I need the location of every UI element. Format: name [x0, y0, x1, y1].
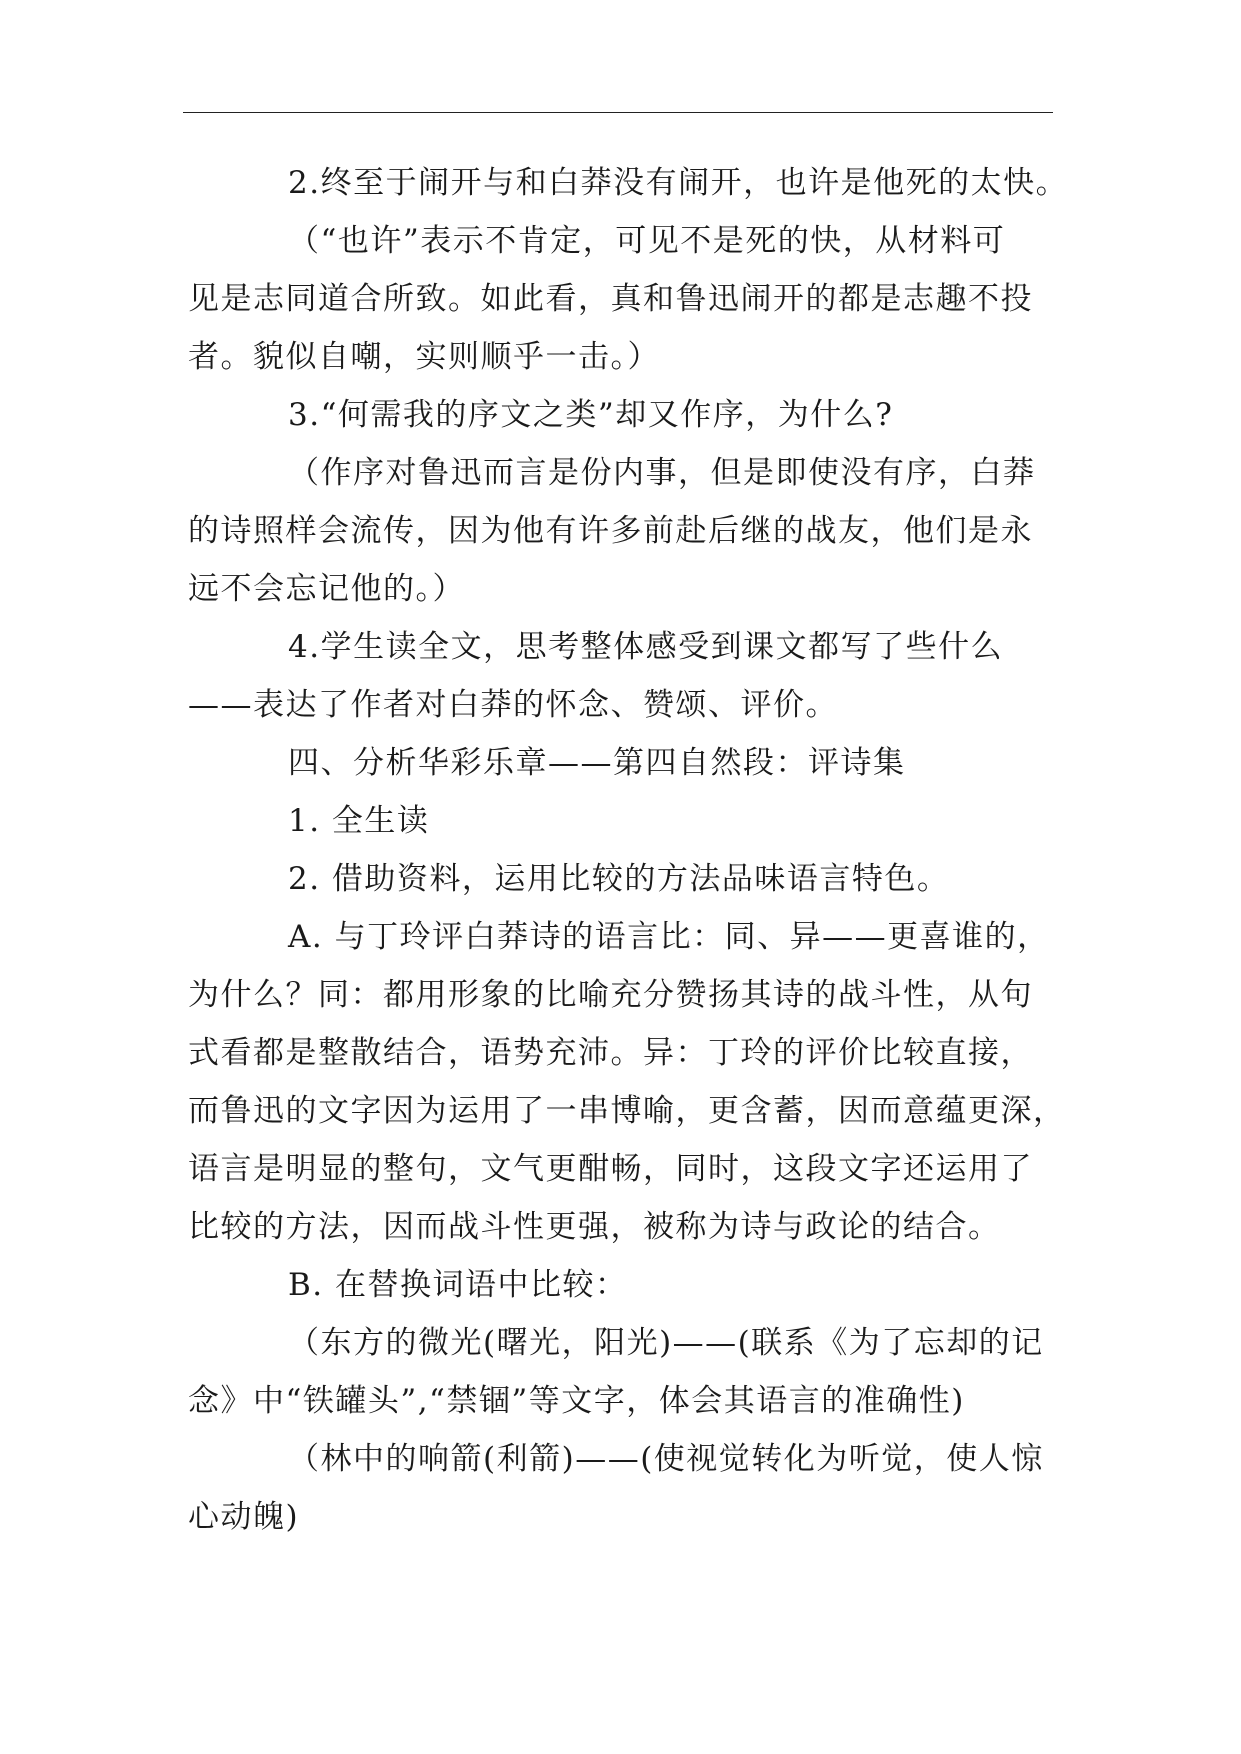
paragraph-line: B. 在替换词语中比较： — [288, 1267, 628, 1303]
paragraph-line: ——表达了作者对白莽的怀念、赞颂、评价。 — [188, 687, 838, 723]
paragraph-line: 念》中“铁罐头”,“禁锢”等文字，体会其语言的准确性) — [188, 1383, 965, 1419]
paragraph-line: （林中的响箭(利箭)——(使视觉转化为听觉，使人惊 — [288, 1441, 1044, 1477]
paragraph-line: 而鲁迅的文字因为运用了一串博喻，更含蓄，因而意蕴更深， — [188, 1093, 1066, 1129]
paragraph-line: 比较的方法，因而战斗性更强，被称为诗与政论的结合。 — [188, 1209, 1001, 1245]
paragraph-line: 为什么？同：都用形象的比喻充分赞扬其诗的战斗性，从句 — [188, 977, 1033, 1013]
paragraph-line: 远不会忘记他的。） — [188, 571, 465, 607]
paragraph-line: A. 与丁玲评白莽诗的语言比：同、异——更喜谁的， — [288, 919, 1050, 955]
paragraph-line: 2.终至于闹开与和白莽没有闹开，也许是他死的太快。 — [288, 165, 1069, 201]
paragraph-line: 的诗照样会流传，因为他有许多前赴后继的战友，他们是永 — [188, 513, 1033, 549]
document-body — [188, 154, 1069, 1546]
paragraph-line: 式看都是整散结合，语势充沛。异：丁玲的评价比较直接， — [188, 1035, 1033, 1071]
paragraph-line: 2. 借助资料，运用比较的方法品味语言特色。 — [288, 861, 950, 897]
header-rule — [183, 112, 1053, 113]
paragraph-line: （作序对鲁迅而言是份内事，但是即使没有序，白莽 — [288, 455, 1036, 491]
paragraph-line: 1. 全生读 — [288, 803, 430, 839]
paragraph-line: 4.学生读全文，思考整体感受到课文都写了些什么 — [288, 629, 1004, 665]
paragraph-line: 心动魄) — [188, 1499, 300, 1535]
paragraph-line: 见是志同道合所致。如此看，真和鲁迅闹开的都是志趣不投 — [188, 281, 1033, 317]
paragraph-line: 者。貌似自嘲，实则顺乎一击。） — [188, 339, 660, 375]
paragraph-line: （“也许”表示不肯定，可见不是死的快，从材料可 — [288, 223, 1006, 259]
paragraph-line: （东方的微光(曙光，阳光)——(联系《为了忘却的记 — [288, 1325, 1044, 1361]
section-heading: 四、分析华彩乐章——第四自然段：评诗集 — [288, 745, 906, 781]
paragraph-line: 3.“何需我的序文之类”却又作序，为什么? — [288, 397, 894, 433]
paragraph-line: 语言是明显的整句，文气更酣畅，同时，这段文字还运用了 — [188, 1151, 1033, 1187]
